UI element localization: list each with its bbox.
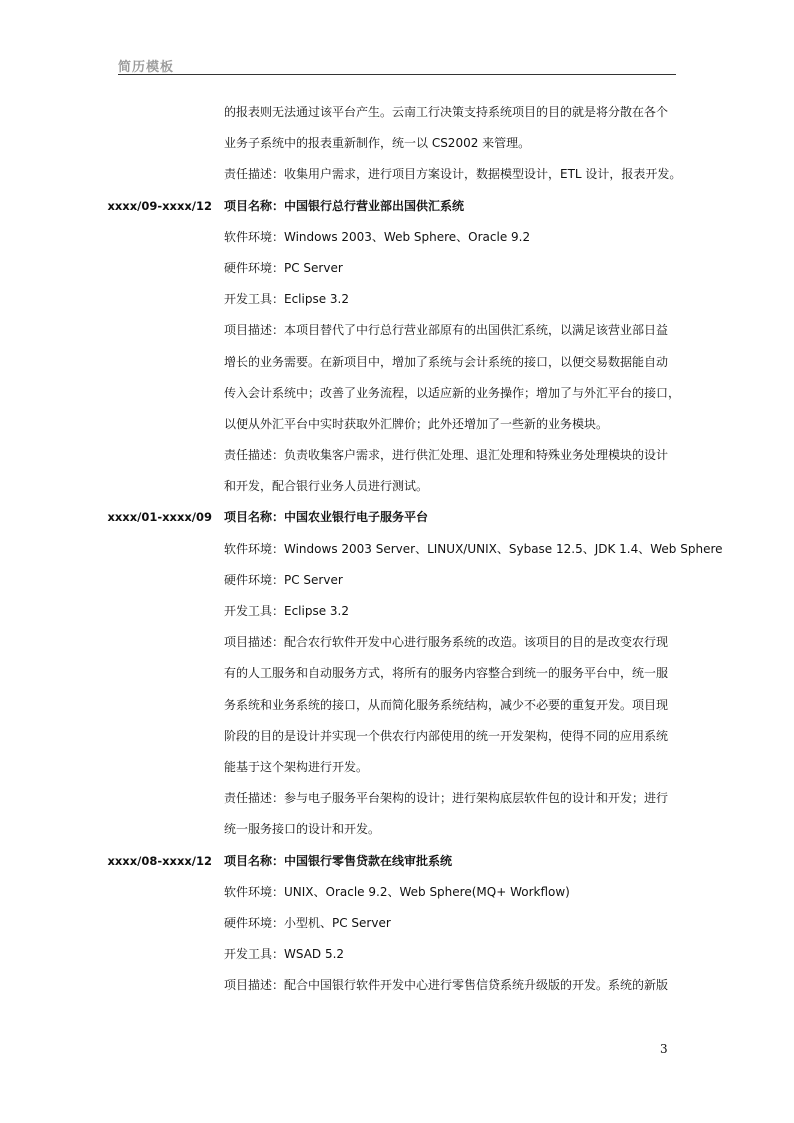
- project-title: 项目名称：中国银行零售贷款在线审批系统: [224, 853, 453, 868]
- body-text-line: [0, 661, 794, 692]
- body-text-line: [0, 724, 794, 755]
- paragraph-text: 有的人工服务和自动服务方式，将所有的服务内容整合到统一的服务平台中，统一服: [224, 666, 669, 681]
- body-text-line: [0, 381, 794, 412]
- paragraph-text: 统一服务接口的设计和开发。: [224, 822, 381, 837]
- paragraph-text: 开发工具：Eclipse 3.2: [224, 292, 349, 307]
- paragraph-text: 软件环境：Windows 2003 Server、LINUX/UNIX、Sybase 12.5、JDK 1.4、Web Sphere: [224, 541, 723, 556]
- paragraph-text: 硬件环境：PC Server: [224, 572, 343, 587]
- body-text-line: [0, 474, 794, 505]
- body-text-line: [0, 973, 794, 1004]
- paragraph-text: 能基于这个架构进行开发。: [224, 759, 369, 774]
- project-title: 项目名称：中国银行总行营业部出国供汇系统: [224, 198, 465, 213]
- body-text-line: [0, 318, 794, 349]
- project-title: 项目名称：中国农业银行电子服务平台: [224, 510, 429, 525]
- page-number: 3: [660, 1042, 668, 1056]
- project-date-range: xxxx/08-xxxx/12: [107, 853, 212, 868]
- paragraph-text: 业务子系统中的报表重新制作，统一以 CS2002 来管理。: [224, 136, 531, 151]
- resume-body: [0, 100, 794, 1004]
- body-text-line: [0, 755, 794, 786]
- paragraph-text: 责任描述：负责收集客户需求，进行供汇处理、退汇处理和特殊业务处理模块的设计: [224, 448, 669, 463]
- paragraph-text: 阶段的目的是设计并实现一个供农行内部使用的统一开发架构，使得不同的应用系统: [224, 728, 669, 743]
- project-heading-line: [0, 849, 794, 880]
- paragraph-text: 软件环境：UNIX、Oracle 9.2、Web Sphere(MQ+ Workflow): [224, 884, 570, 899]
- paragraph-text: 项目描述：本项目替代了中行总行营业部原有的出国供汇系统，以满足该营业部日益: [224, 323, 669, 338]
- body-text-line: [0, 256, 794, 287]
- paragraph-text: 责任描述：参与电子服务平台架构的设计；进行架构底层软件包的设计和开发；进行: [224, 791, 669, 806]
- paragraph-text: 传入会计系统中；改善了业务流程，以适应新的业务操作；增加了与外汇平台的接口，: [224, 385, 681, 400]
- body-text-line: [0, 786, 794, 817]
- header-title: 简历模板: [118, 60, 175, 75]
- paragraph-text: 增长的业务需要。在新项目中，增加了系统与会计系统的接口，以便交易数据能自动: [224, 354, 669, 369]
- paragraph-text: 的报表则无法通过该平台产生。云南工行决策支持系统项目的目的就是将分散在各个: [224, 105, 669, 119]
- body-text-line: [0, 942, 794, 973]
- body-text-line: [0, 693, 794, 724]
- body-text-line: [0, 537, 794, 568]
- body-text-line: [0, 100, 794, 131]
- paragraph-text: 开发工具：Eclipse 3.2: [224, 604, 349, 618]
- body-text-line: [0, 225, 794, 256]
- body-text-line: [0, 817, 794, 848]
- body-text-line: [0, 412, 794, 443]
- paragraph-text: 责任描述：收集用户需求，进行项目方案设计，数据模型设计，ETL 设计，报表开发。: [224, 167, 682, 182]
- paragraph-text: 开发工具：WSAD 5.2: [224, 947, 345, 962]
- body-text-line: [0, 350, 794, 381]
- body-text-line: [0, 568, 794, 599]
- body-text-line: [0, 287, 794, 318]
- body-text-line: [0, 162, 794, 193]
- paragraph-text: 务系统和业务系统的接口，从而简化服务系统结构，减少不必要的重复开发。项目现: [224, 697, 669, 712]
- body-text-line: [0, 630, 794, 661]
- body-text-line: [0, 443, 794, 474]
- paragraph-text: 硬件环境：PC Server: [224, 260, 343, 275]
- header-divider: [118, 74, 676, 75]
- paragraph-text: 软件环境：Windows 2003、Web Sphere、Oracle 9.2: [224, 229, 531, 244]
- project-date-range: xxxx/01-xxxx/09: [107, 510, 212, 525]
- project-date-range: xxxx/09-xxxx/12: [107, 198, 212, 213]
- project-heading-line: [0, 194, 794, 225]
- project-heading-line: [0, 505, 794, 536]
- body-text-line: [0, 880, 794, 911]
- body-text-line: [0, 599, 794, 630]
- paragraph-text: 和开发，配合银行业务人员进行测试。: [224, 479, 429, 494]
- paragraph-text: 项目描述：配合中国银行软件开发中心进行零售信贷系统升级版的开发。系统的新版: [224, 978, 669, 993]
- paragraph-text: 以便从外汇平台中实时获取外汇牌价；此外还增加了一些新的业务模块。: [224, 416, 609, 431]
- paragraph-text: 硬件环境：小型机、PC Server: [224, 915, 391, 930]
- body-text-line: [0, 131, 794, 162]
- body-text-line: [0, 911, 794, 942]
- paragraph-text: 项目描述：配合农行软件开发中心进行服务系统的改造。该项目的目的是改变农行现: [224, 635, 669, 650]
